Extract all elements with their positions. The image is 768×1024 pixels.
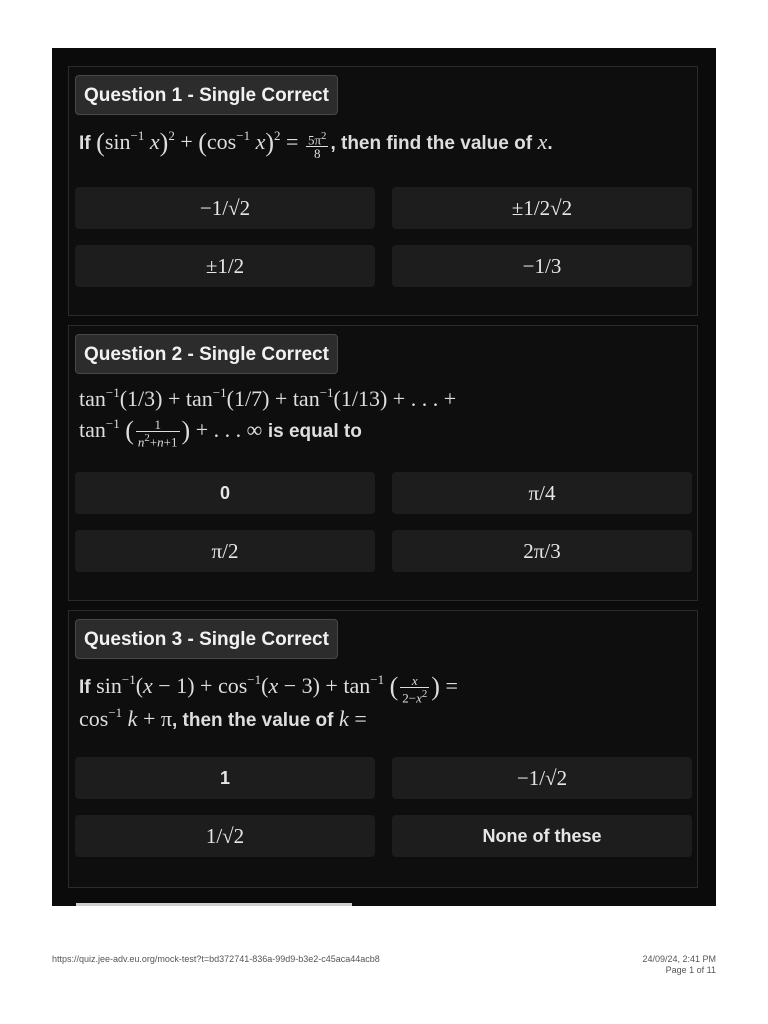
option-b[interactable]: −1/√2 — [392, 757, 692, 799]
question-text: $\tan^{-1}(1/3) + \tan^{-1}(1/7) + \tan^{-1}(1/13)$ + . . . + $\tan^{-1}$ ( $\frac{1}{n^2+n+1}$ ) + . . . ∞ is equal to — [79, 385, 457, 449]
next-question-tag-edge — [76, 903, 352, 906]
quiz-page — [52, 48, 716, 906]
question-tag: Question 3 - Single Correct — [75, 619, 338, 659]
question-card-3 — [68, 610, 698, 888]
page-number: Page 1 of 11 — [665, 965, 716, 975]
option-c[interactable]: ±1/2 — [75, 245, 375, 287]
option-a[interactable]: 0 — [75, 472, 375, 514]
option-d[interactable]: None of these — [392, 815, 692, 857]
option-c[interactable]: π/2 — [75, 530, 375, 572]
print-url: https://quiz.jee-adv.eu.org/mock-test?t=bd372741-836a-99d9-b3e2-c45aca44acb8 — [52, 954, 380, 964]
option-a[interactable]: 1 — [75, 757, 375, 799]
option-b[interactable]: π/4 — [392, 472, 692, 514]
question-tag: Question 2 - Single Correct — [75, 334, 338, 374]
question-card-1 — [68, 66, 698, 316]
option-d[interactable]: −1/3 — [392, 245, 692, 287]
question-text: If ($\sin^{-1}$ $x)^2 + (\cos^{-1}$ x)$^2$ = $\frac{5\pi^2}{8}$ , then find the value of x. — [79, 128, 553, 161]
print-meta — [642, 954, 716, 976]
question-card-2 — [68, 325, 698, 601]
question-tag: Question 1 - Single Correct — [75, 75, 338, 115]
option-d[interactable]: 2π/3 — [392, 530, 692, 572]
option-c[interactable]: 1/√2 — [75, 815, 375, 857]
print-datetime: 24/09/24, 2:41 PM — [642, 954, 716, 964]
option-b[interactable]: ±1/2√2 — [392, 187, 692, 229]
question-text: If $\sin^{-1}(x - 1) + \cos^{-1}(x - 3) + \tan^{-1}$ ( $\frac{x}{2-x^2}$ ) = $\cos^{-1} k + \pi$, then the value of k = — [79, 672, 458, 731]
option-a[interactable]: −1/√2 — [75, 187, 375, 229]
